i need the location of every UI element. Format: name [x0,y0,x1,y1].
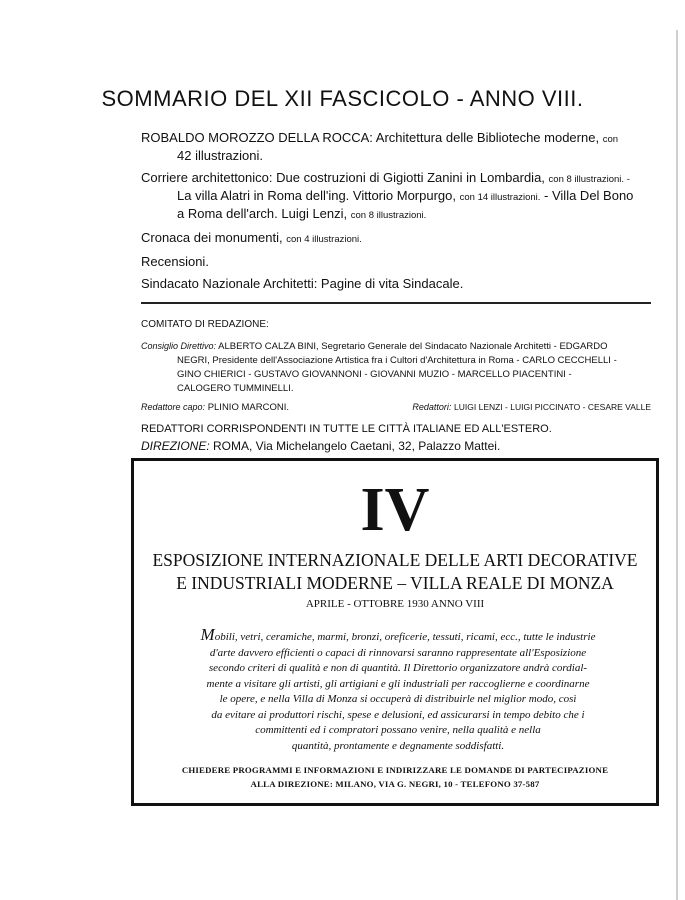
entry-text: La villa Alatri in Roma dell'ing. Vittorio Morpurgo, [177,188,456,203]
ad-body-line: le opere, e nella Villa di Monza si occuperà di distribuirle nel miglior modo, così [219,693,577,705]
chief-editor-label: Redattore capo: [141,402,206,412]
entry-small: con 8 illustrazioni. [350,210,427,221]
contents-entry-recensioni [141,254,651,270]
board-line: GINO CHIERICI - GUSTAVO GIOVANNONI - GIOVANNI MUZIO - MARCELLO PIACENTINI - [177,369,572,380]
ad-dates: APRILE - OTTOBRE 1930 ANNO VIII [305,598,485,610]
entry-text: Cronaca dei monumenti, [141,230,283,245]
editors-line [141,400,651,415]
ad-body-text: obili, vetri, ceramiche, marmi, bronzi, oreficerie, tessuti, ricami, ecc., tutte le industrie [214,631,596,643]
ad-body-line: quantità, prontamente e degnamente soddisfatti. [291,739,505,752]
editors-label: Redattori: [412,402,452,412]
ad-footer-line: CHIEDERE PROGRAMMI E INFORMAZIONI E INDIRIZZARE LE DOMANDE DI PARTECIPAZIONE [181,765,609,775]
table-of-contents [141,130,651,298]
entry-text: Corriere architettonico: Due costruzioni di Gigiotti Zanini in Lombardia, [141,170,545,185]
ad-heading-line: E INDUSTRIALI MODERNE – VILLA REALE DI MONZA [176,573,614,593]
direction-label: DIREZIONE: [141,439,210,453]
board-names: ALBERTO CALZA BINI, Segretario Generale del Sindacato Nazionale Architetti - EDGARDO [218,341,608,352]
correspondents-note: REDATTORI CORRISPONDENTI IN TUTTE LE CITTÀ ITALIANE ED ALL'ESTERO. [141,423,552,435]
section-divider [141,302,651,304]
page-edge-line [676,30,678,900]
entry-text: a Roma dell'arch. Luigi Lenzi, [177,206,348,221]
entry-text: ROBALDO MOROZZO DELLA ROCCA: Architettura delle Biblioteche moderne, [141,130,600,145]
board-label: Consiglio Direttivo: [141,341,217,351]
direction-line [141,439,651,453]
contents-entry-corriere [141,170,651,224]
contents-entry-cronaca [141,230,651,248]
editorial-committee [141,318,651,453]
summary-title: SOMMARIO DEL XII FASCICOLO - ANNO VIII. [101,86,584,111]
committee-header: COMITATO DI REDAZIONE: [141,319,269,330]
exhibition-advertisement [131,458,659,806]
entry-text: - Villa Del Bono [544,188,634,203]
board-line [141,339,651,354]
ad-body-line: da evitare ai produttori rischi, spese e delusioni, ed assicurarsi in tempo debito che i [211,708,585,721]
entry-continuation [141,206,651,224]
ad-body-line [178,627,618,646]
ad-body [178,627,618,754]
ad-heading [134,549,656,595]
ad-footer-line: ALLA DIREZIONE: MILANO, VIA G. NEGRI, 10 - TELEFONO 37-587 [250,779,540,789]
entry-continuation: 42 illustrazioni. [177,148,263,163]
ad-initial: M [200,625,215,644]
contents-entry-sindacato [141,276,651,292]
entry-small: con [602,134,619,145]
direction-address: ROMA, Via Michelangelo Caetani, 32, Palazzo Mattei. [213,439,501,453]
board-line: NEGRI, Presidente dell'Associazione Artistica fra i Cultori d'Architettura in Roma - CARLO CECCHELLI - [177,355,617,366]
contents-entry-libraries [141,130,651,164]
ad-heading-line: ESPOSIZIONE INTERNAZIONALE DELLE ARTI DECORATIVE [152,550,638,570]
entry-continuation [141,188,651,206]
ad-body-line: d'arte davvero efficienti o capaci di rinnovarsi saranno rappresentate all'Esposizione [209,646,587,659]
ad-body-line: committenti ed i compratori possano venire, nella qualità e nella [255,724,541,736]
entry-small: con 4 illustrazioni. [286,234,362,245]
ad-body-line: mente a visitare gli artisti, gli artigiani e gli industriali per raccoglierne e coordinarne [206,677,590,690]
entry-text: Recensioni. [141,254,209,269]
ad-footer [134,763,656,791]
entry-small: con 14 illustrazioni. [459,192,541,203]
entry-small: con 8 illustrazioni. - [548,174,630,185]
chief-editor-name: PLINIO MARCONI. [207,402,289,413]
editors-names: LUIGI LENZI - LUIGI PICCINATO - CESARE VALLE [454,402,651,412]
board-line: CALOGERO TUMMINELLI. [177,383,294,394]
entry-text: Sindacato Nazionale Architetti: Pagine di vita Sindacale. [141,276,464,291]
ad-numeral: IV [360,476,430,544]
ad-body-line: secondo criteri di qualità e non di quantità. Il Direttorio organizzatore andrà cordial- [208,662,588,674]
